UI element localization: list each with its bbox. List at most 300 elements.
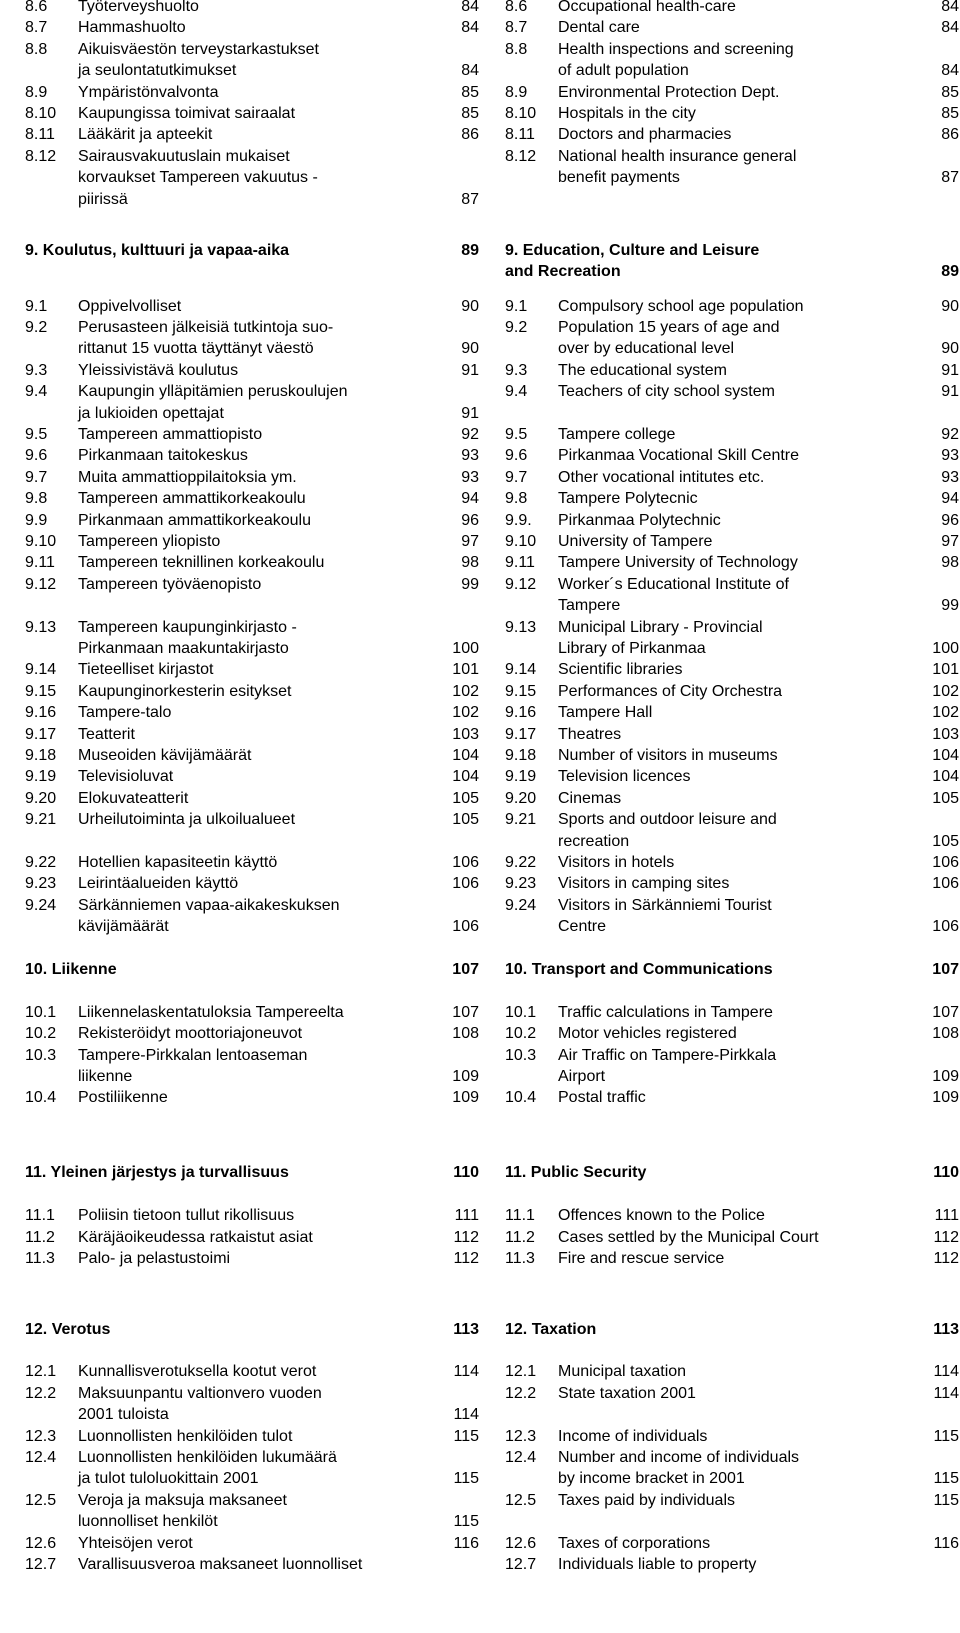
toc-entry <box>505 1023 959 1045</box>
toc-entry <box>505 1087 959 1109</box>
entry-number: 9.16 <box>25 704 57 722</box>
entry-number: 8.7 <box>25 19 48 37</box>
toc-entry <box>25 467 479 489</box>
toc-entry <box>25 1447 479 1469</box>
entry-number: 9.15 <box>25 682 57 700</box>
page-number: 85 <box>941 105 959 122</box>
entry-number: 9.2 <box>25 319 48 336</box>
entry-title: Maksuunpantu valtionvero vuoden <box>78 1384 322 1402</box>
entry-title: Motor vehicles registered <box>558 1025 737 1043</box>
entry-title: Theatres <box>558 725 622 743</box>
entry-title: Ympäristönvalvonta <box>78 83 219 101</box>
entry-title: Environmental Protection Dept. <box>558 83 780 101</box>
entry-number: 12.3 <box>505 1427 537 1445</box>
entry-number: 12.6 <box>505 1534 537 1552</box>
page-number: 84 <box>461 62 479 80</box>
toc-entry <box>505 724 959 746</box>
toc-entry <box>505 638 959 660</box>
entry-title: Population 15 years of age and <box>558 319 780 336</box>
page-number: 104 <box>452 768 479 786</box>
entry-title: Scientific libraries <box>558 661 683 679</box>
entry-title: Hammashuolto <box>78 19 186 37</box>
toc-entry <box>505 745 959 767</box>
page-number: 104 <box>452 747 479 764</box>
toc-entry <box>505 124 959 146</box>
entry-title: Taxes of corporations <box>558 1534 711 1552</box>
entry-title: over by educational level <box>558 340 735 358</box>
entry-number: 8.9 <box>505 83 528 101</box>
entry-number: 8.12 <box>505 147 537 165</box>
entry-title: Kaupungissa toimivat sairaalat <box>78 105 296 122</box>
entry-number: 9.10 <box>505 533 537 550</box>
toc-entry <box>25 1361 479 1383</box>
toc-entry <box>25 1511 479 1533</box>
toc-entry <box>25 617 479 639</box>
entry-number: 9.19 <box>25 768 57 786</box>
entry-title: Luonnollisten henkilöiden tulot <box>78 1427 293 1445</box>
toc-entry <box>505 510 959 532</box>
entry-title: Pirkanmaan maakuntakirjasto <box>78 640 289 657</box>
entry-number: 12.6 <box>25 1534 57 1552</box>
page-number: 114 <box>933 1363 959 1381</box>
entry-number: 9.20 <box>505 789 537 807</box>
page-number: 84 <box>941 0 959 15</box>
entry-number: 10.3 <box>25 1046 57 1064</box>
page-number: 104 <box>932 768 959 786</box>
entry-number: 9.7 <box>25 468 48 486</box>
toc-entry <box>25 916 479 938</box>
page-number: 115 <box>933 1470 959 1488</box>
toc-entry <box>25 124 479 146</box>
entry-title: Kunnallisverotuksella kootut verot <box>78 1363 317 1381</box>
toc-entry <box>25 1023 479 1045</box>
entry-title: Rekisteröidyt moottoriajoneuvot <box>78 1025 303 1043</box>
toc-entry <box>505 17 959 39</box>
page-number: 84 <box>461 19 479 37</box>
entry-number: 9.4 <box>25 383 48 401</box>
page-number: 105 <box>932 789 959 807</box>
entry-number: 9.8 <box>505 490 528 508</box>
entry-number: 10.2 <box>505 1025 537 1043</box>
entry-number: 9.17 <box>25 725 57 743</box>
toc-entry <box>25 146 479 168</box>
toc-entry <box>505 60 959 82</box>
toc-entry <box>505 1383 959 1405</box>
page-number: 110 <box>453 1164 479 1182</box>
entry-number: 12.2 <box>25 1384 57 1402</box>
page-number: 102 <box>932 704 959 722</box>
entry-number: 12.5 <box>25 1491 57 1509</box>
toc-entry <box>25 724 479 746</box>
page-number: 84 <box>941 62 959 80</box>
entry-title: Kaupunginorkesterin esitykset <box>78 682 292 700</box>
page-number: 116 <box>933 1534 959 1552</box>
entry-number: 11.1 <box>505 1207 535 1225</box>
toc-entry <box>25 189 479 211</box>
entry-title: Tampereen ammattiopisto <box>78 426 263 443</box>
toc-entry <box>505 1248 959 1270</box>
entry-number: 8.9 <box>25 83 48 101</box>
entry-number: 9.1 <box>505 297 528 315</box>
page-number: 106 <box>452 854 479 871</box>
entry-title: Hotellien kapasiteetin käyttö <box>78 854 278 871</box>
entry-number: 9.14 <box>25 661 57 679</box>
entry-number: 9.22 <box>505 854 537 871</box>
page-number: 113 <box>933 1320 959 1338</box>
page-number: 109 <box>452 1068 479 1085</box>
entry-title: Poliisin tietoon tullut rikollisuus <box>78 1207 295 1225</box>
entry-title: Compulsory school age population <box>558 297 804 315</box>
section-title: 11. Public Security <box>505 1164 647 1182</box>
page-number: 102 <box>452 704 479 722</box>
page-number: 91 <box>941 361 959 379</box>
entry-title: Cases settled by the Municipal Court <box>558 1228 819 1246</box>
entry-title: Pirkanmaan taitokeskus <box>78 447 248 465</box>
page-number: 106 <box>932 854 959 871</box>
page-number: 107 <box>452 1003 479 1021</box>
toc-entry <box>25 39 479 61</box>
entry-number: 9.20 <box>25 789 57 807</box>
entry-number: 10.2 <box>25 1025 57 1043</box>
toc-entry <box>505 1227 959 1249</box>
toc-entry <box>25 766 479 788</box>
entry-number: 9.23 <box>505 875 537 893</box>
entry-number: 10.1 <box>505 1003 537 1021</box>
section-heading <box>25 1319 479 1341</box>
entry-number: 9.15 <box>505 682 537 700</box>
entry-title: Kaupungin ylläpitämien peruskoulujen <box>78 383 348 401</box>
toc-entry <box>25 488 479 510</box>
page-number: 103 <box>452 725 479 743</box>
page-number: 106 <box>452 875 479 893</box>
toc-entry <box>25 60 479 82</box>
toc-entry <box>25 1045 479 1067</box>
page-number: 111 <box>454 1207 479 1225</box>
entry-number: 9.21 <box>505 811 537 829</box>
page-number: 115 <box>933 1491 959 1509</box>
toc-entry <box>505 831 959 853</box>
entry-title: Municipal taxation <box>558 1363 687 1381</box>
entry-number: 9.10 <box>25 533 57 550</box>
page-number: 102 <box>452 682 479 700</box>
page-number: 114 <box>933 1384 959 1402</box>
entry-title: Performances of City Orchestra <box>558 682 783 700</box>
section-title: 10. Liikenne <box>25 961 117 978</box>
entry-title: benefit payments <box>558 169 680 187</box>
page-number: 115 <box>453 1470 479 1488</box>
entry-title: Offences known to the Police <box>558 1207 765 1225</box>
toc-entry <box>505 296 959 318</box>
entry-number: 9.5 <box>505 426 528 443</box>
page-number: 102 <box>932 682 959 700</box>
entry-number: 8.7 <box>505 19 528 37</box>
page-number: 84 <box>461 0 479 15</box>
toc-entry <box>25 1404 479 1426</box>
entry-title: Traffic calculations in Tampere <box>558 1003 773 1021</box>
page-number: 115 <box>933 1427 959 1445</box>
section-heading <box>505 240 959 262</box>
entry-number: 12.1 <box>505 1363 537 1381</box>
toc-entry <box>25 638 479 660</box>
page-number: 104 <box>932 747 959 764</box>
page-number: 97 <box>941 533 959 550</box>
toc-entry <box>505 488 959 510</box>
toc-entry <box>25 0 479 18</box>
entry-title: Oppivelvolliset <box>78 297 182 315</box>
toc-entry <box>25 873 479 895</box>
entry-number: 11.3 <box>25 1249 55 1267</box>
entry-number: 9.24 <box>505 896 537 914</box>
toc-entry <box>505 1490 959 1512</box>
toc-entry <box>25 1002 479 1024</box>
toc-entry <box>505 167 959 189</box>
toc-entry <box>25 552 479 574</box>
entry-number: 9.17 <box>505 725 537 743</box>
page-number: 98 <box>461 554 479 572</box>
toc-entry <box>25 1227 479 1249</box>
entry-number: 10.3 <box>505 1046 537 1064</box>
entry-number: 9.9. <box>505 511 532 529</box>
entry-number: 9.5 <box>25 426 48 443</box>
toc-entry <box>25 1205 479 1227</box>
toc-entry <box>505 895 959 917</box>
page-number: 93 <box>461 447 479 465</box>
page-number: 107 <box>932 961 959 978</box>
page-number: 91 <box>461 404 479 422</box>
entry-number: 9.3 <box>505 361 528 379</box>
toc-entry <box>505 1426 959 1448</box>
page-number: 112 <box>933 1228 959 1246</box>
page-number: 100 <box>452 640 479 657</box>
entry-title: Televisioluvat <box>78 768 174 786</box>
entry-number: 12.4 <box>505 1448 537 1466</box>
section-heading <box>505 959 959 981</box>
entry-number: 9.6 <box>25 447 48 465</box>
page-number: 90 <box>941 340 959 358</box>
page-number: 115 <box>453 1427 479 1445</box>
page-number: 110 <box>933 1164 959 1182</box>
entry-number: 8.12 <box>25 147 57 165</box>
toc-entry <box>505 82 959 104</box>
toc-entry <box>505 873 959 895</box>
page-number: 112 <box>933 1249 959 1267</box>
entry-title: Muita ammattioppilaitoksia ym. <box>78 468 297 486</box>
section-title: 10. Transport and Communications <box>505 961 773 978</box>
page-number: 116 <box>453 1534 479 1552</box>
entry-title: Aikuisväestön terveystarkastukset <box>78 40 319 58</box>
page-number: 106 <box>932 918 959 936</box>
toc-entry <box>25 1066 479 1088</box>
entry-title: Leirintäalueiden käyttö <box>78 875 239 893</box>
entry-title: Cinemas <box>558 789 622 807</box>
entry-title: National health insurance general <box>558 147 797 165</box>
page-number: 106 <box>452 918 479 936</box>
page-number: 109 <box>932 1068 959 1085</box>
entry-title: Urheilutoiminta ja ulkoilualueet <box>78 811 296 829</box>
entry-title: recreation <box>558 832 630 850</box>
toc-entry <box>505 1205 959 1227</box>
toc-entry <box>505 424 959 446</box>
toc-entry <box>505 381 959 403</box>
entry-number: 9.12 <box>25 575 57 593</box>
section-title: and Recreation <box>505 263 621 281</box>
toc-entry <box>505 788 959 810</box>
entry-title: Palo- ja pelastustoimi <box>78 1249 231 1267</box>
toc-entry <box>25 167 479 189</box>
toc-entry <box>505 338 959 360</box>
entry-title: Visitors in hotels <box>558 854 675 871</box>
entry-title: Doctors and pharmacies <box>558 126 732 144</box>
entry-title: luonnolliset henkilöt <box>78 1513 218 1531</box>
toc-entry <box>25 1426 479 1448</box>
entry-number: 12.3 <box>25 1427 57 1445</box>
page-number: 105 <box>932 832 959 850</box>
entry-title: Pirkanmaan ammattikorkeakoulu <box>78 511 311 529</box>
entry-title: Tampere Polytecnic <box>558 490 698 508</box>
entry-number: 9.14 <box>505 661 537 679</box>
page-number: 109 <box>452 1089 479 1107</box>
section-heading <box>25 240 479 262</box>
toc-entry <box>505 360 959 382</box>
entry-title: of adult population <box>558 62 689 80</box>
toc-entry <box>25 659 479 681</box>
toc-entry <box>25 82 479 104</box>
entry-title: Perusasteen jälkeisiä tutkintoja suo- <box>78 319 334 336</box>
page-number: 97 <box>461 533 479 550</box>
entry-number: 10.4 <box>25 1089 57 1107</box>
toc-entry <box>505 467 959 489</box>
toc-entry <box>25 1087 479 1109</box>
page-number: 106 <box>932 875 959 893</box>
toc-entry <box>25 424 479 446</box>
page-number: 100 <box>932 640 959 657</box>
entry-title: Occupational health-care <box>558 0 736 15</box>
entry-number: 9.13 <box>25 618 57 636</box>
page-number: 98 <box>941 554 959 572</box>
entry-number: 8.6 <box>25 0 48 15</box>
toc-entry <box>505 766 959 788</box>
entry-title: Tampere-Pirkkalan lentoaseman <box>78 1046 308 1064</box>
entry-title: Tampereen kaupunginkirjasto - <box>78 618 297 636</box>
toc-entry <box>25 103 479 125</box>
page-number: 92 <box>941 426 959 443</box>
entry-number: 9.4 <box>505 383 528 401</box>
entry-title: Income of individuals <box>558 1427 708 1445</box>
page-number: 111 <box>934 1207 959 1225</box>
entry-title: Health inspections and screening <box>558 40 794 58</box>
page-number: 103 <box>932 725 959 743</box>
page-number: 107 <box>932 1003 959 1021</box>
toc-entry <box>505 1066 959 1088</box>
entry-title: Library of Pirkanmaa <box>558 640 706 657</box>
page-number: 99 <box>461 575 479 593</box>
entry-number: 9.13 <box>505 618 537 636</box>
toc-entry <box>505 552 959 574</box>
entry-title: Air Traffic on Tampere-Pirkkala <box>558 1046 777 1064</box>
page-number: 96 <box>941 511 959 529</box>
section-title: 12. Verotus <box>25 1320 111 1338</box>
entry-title: rittanut 15 vuotta täyttänyt väestö <box>78 340 314 358</box>
entry-title: Postal traffic <box>558 1089 646 1107</box>
entry-number: 10.4 <box>505 1089 537 1107</box>
section-title: 12. Taxation <box>505 1320 597 1338</box>
entry-title: ja seulontatutkimukset <box>78 62 237 80</box>
entry-title: Sairausvakuutuslain mukaiset <box>78 147 290 165</box>
page-number: 86 <box>941 126 959 144</box>
entry-number: 12.7 <box>505 1555 537 1573</box>
entry-number: 9.22 <box>25 854 57 871</box>
entry-title: Tampereen yliopisto <box>78 533 221 550</box>
page-number: 114 <box>453 1363 479 1381</box>
toc-entry <box>505 1002 959 1024</box>
entry-title: Yleissivistävä koulutus <box>78 361 239 379</box>
entry-title: Luonnollisten henkilöiden lukumäärä <box>78 1448 337 1466</box>
page-number: 96 <box>461 511 479 529</box>
entry-title: Pirkanmaa Polytechnic <box>558 511 721 529</box>
toc-entry <box>505 702 959 724</box>
entry-number: 9.2 <box>505 319 528 336</box>
entry-title: ja tulot tuloluokittain 2001 <box>78 1470 259 1488</box>
page-number: 109 <box>932 1089 959 1107</box>
entry-title: Fire and rescue service <box>558 1249 725 1267</box>
toc-entry <box>25 1383 479 1405</box>
entry-title: State taxation 2001 <box>558 1384 696 1402</box>
entry-number: 11.2 <box>25 1228 55 1246</box>
entry-number: 10.1 <box>25 1003 57 1021</box>
entry-title: Elokuvateatterit <box>78 789 189 807</box>
entry-title: Teatterit <box>78 725 135 743</box>
page-number: 94 <box>461 490 479 508</box>
entry-number: 12.7 <box>25 1555 57 1573</box>
entry-number: 8.11 <box>505 126 535 144</box>
entry-title: Sports and outdoor leisure and <box>558 811 777 829</box>
page-number: 105 <box>452 789 479 807</box>
toc-entry <box>505 103 959 125</box>
toc-entry <box>505 916 959 938</box>
entry-title: The educational system <box>558 361 727 379</box>
page-number: 85 <box>461 83 479 101</box>
entry-title: Liikennelaskentatuloksia Tampereelta <box>78 1003 344 1021</box>
page-number: 85 <box>461 105 479 122</box>
toc-entry <box>505 39 959 61</box>
page-number: 101 <box>932 661 959 679</box>
toc-entry <box>25 1490 479 1512</box>
entry-title: Tampere college <box>558 426 676 443</box>
page-number: 107 <box>452 961 479 978</box>
entry-title: korvaukset Tampereen vakuutus - <box>78 169 318 187</box>
entry-number: 9.23 <box>25 875 57 893</box>
entry-title: Airport <box>558 1068 606 1085</box>
toc-entry <box>25 296 479 318</box>
entry-title: Number of visitors in museums <box>558 747 778 764</box>
page-number: 113 <box>453 1320 479 1338</box>
toc-entry <box>505 1468 959 1490</box>
entry-title: Särkänniemen vapaa-aikakeskuksen <box>78 896 340 914</box>
toc-entry <box>25 702 479 724</box>
section-heading <box>505 261 959 283</box>
toc-entry <box>505 1447 959 1469</box>
toc-entry <box>505 1554 959 1576</box>
entry-number: 8.10 <box>505 105 537 122</box>
toc-entry <box>25 445 479 467</box>
toc-entry <box>505 1045 959 1067</box>
toc-entry <box>25 1554 479 1576</box>
page-number: 91 <box>941 383 959 401</box>
entry-number: 9.8 <box>25 490 48 508</box>
page-number: 93 <box>941 447 959 465</box>
page-number: 90 <box>461 340 479 358</box>
toc-entry <box>25 1468 479 1490</box>
